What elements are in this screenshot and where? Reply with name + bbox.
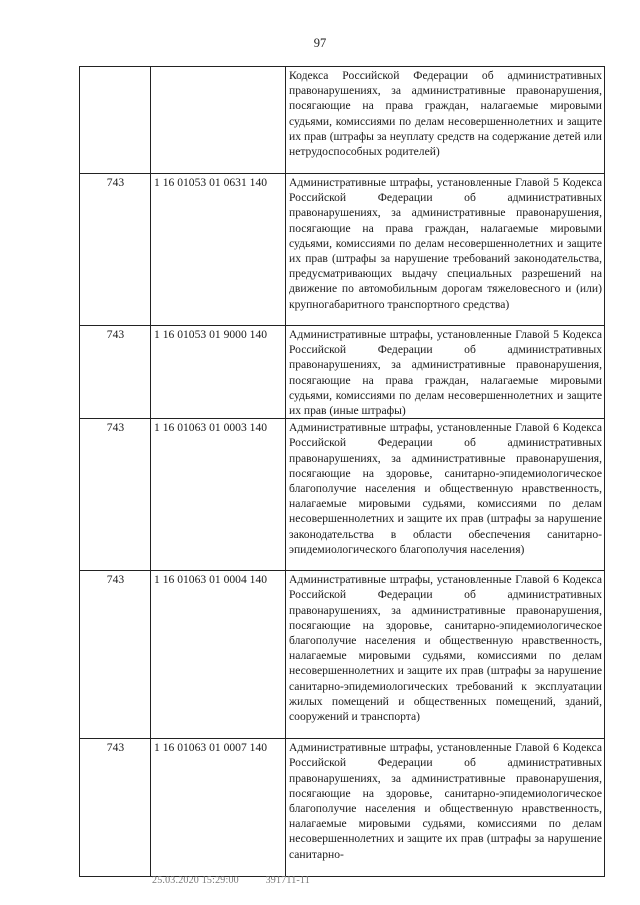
budget-codes-table	[79, 66, 605, 877]
description-cell: Административные штрафы, установленные Главой 6 Кодекса Российской Федерации об административных правонарушениях, за административные правонарушения, посягающие на здоровье, санитарно-эпидемиологическое благополучие населения и общественную нравственность, налагаемые мировыми судьями, комиссиями по делам несовершеннолетних и защите их прав (штрафы за нарушение законодательства в области обеспечения санитарно-эпидемиологического благополучия населения)	[286, 419, 605, 571]
description-cell: Административные штрафы, установленные Главой 5 Кодекса Российской Федерации об административных правонарушениях, за административные правонарушения, посягающие на права граждан, налагаемые мировыми судьями, комиссиями по делам несовершеннолетних и защите их прав (штрафы за нарушение требований законодательства, предусматривающих выдачу специальных разрешений на движение по автомобильным дорогам тяжеловесного и (или) крупногабаритного транспортного средства)	[286, 174, 605, 326]
budget-code-cell: 1 16 01053 01 9000 140	[151, 326, 286, 419]
table-row	[80, 419, 605, 571]
admin-code-cell: 743	[80, 739, 151, 877]
footer-timestamp: 25.03.2020 15:29:00	[152, 875, 239, 886]
admin-code-cell: 743	[80, 174, 151, 326]
admin-code-cell: 743	[80, 571, 151, 739]
table-row	[80, 739, 605, 877]
table-row	[80, 571, 605, 739]
budget-code-cell: 1 16 01063 01 0003 140	[151, 419, 286, 571]
description-cell: Административные штрафы, установленные Главой 5 Кодекса Российской Федерации об административных правонарушениях, за административные правонарушения, посягающие на права граждан, налагаемые мировыми судьями, комиссиями по делам несовершеннолетних и защите их прав (иные штрафы)	[286, 326, 605, 419]
description-cell: Кодекса Российской Федерации об административных правонарушениях, за административные правонарушения, посягающие на права граждан, налагаемые мировыми судьями, комиссиями по делам несовершеннолетних и защите их прав (штрафы за неуплату средств на содержание детей или нетрудоспособных родителей)	[286, 67, 605, 174]
admin-code-cell: 743	[80, 326, 151, 419]
table-row	[80, 174, 605, 326]
budget-code-cell: 1 16 01053 01 0631 140	[151, 174, 286, 326]
admin-code-cell: 743	[80, 419, 151, 571]
table-row	[80, 67, 605, 174]
admin-code-cell	[80, 67, 151, 174]
table-row	[80, 326, 605, 419]
description-cell: Административные штрафы, установленные Главой 6 Кодекса Российской Федерации об административных правонарушениях, за административные правонарушения, посягающие на здоровье, санитарно-эпидемиологическое благополучие населения и общественную нравственность, налагаемые мировыми судьями, комиссиями по делам несовершеннолетних и защите их прав (штрафы за нарушение санитарно-	[286, 739, 605, 877]
budget-code-cell: 1 16 01063 01 0004 140	[151, 571, 286, 739]
budget-code-cell	[151, 67, 286, 174]
page-number: 97	[313, 36, 327, 50]
print-footer	[152, 875, 310, 886]
footer-doc-id: 391711-11	[265, 875, 310, 886]
budget-code-cell: 1 16 01063 01 0007 140	[151, 739, 286, 877]
description-cell: Административные штрафы, установленные Главой 6 Кодекса Российской Федерации об административных правонарушениях, за административные правонарушения, посягающие на здоровье, санитарно-эпидемиологическое благополучие населения и общественную нравственность, налагаемые мировыми судьями, комиссиями по делам несовершеннолетних и защите их прав (штрафы за нарушение санитарно-эпидемиологических требований к эксплуатации жилых помещений и общественных помещений, зданий, сооружений и транспорта)	[286, 571, 605, 739]
